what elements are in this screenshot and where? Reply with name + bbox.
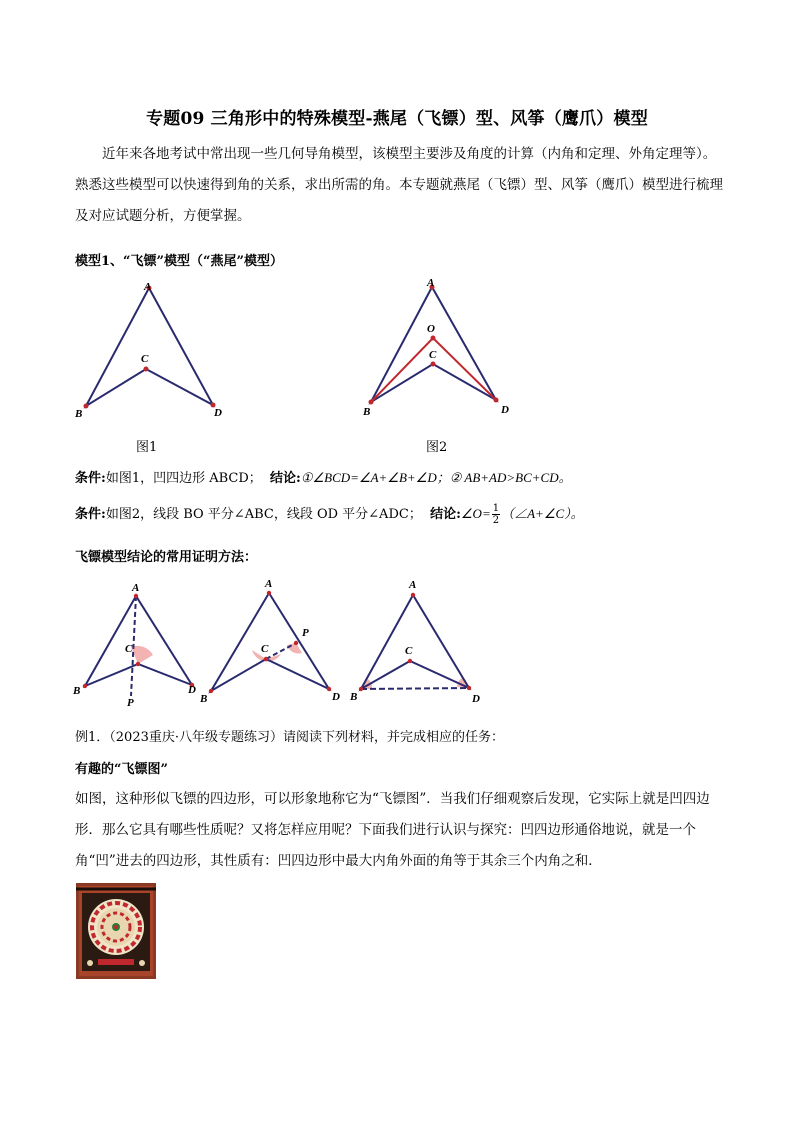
label-a: A — [409, 579, 417, 591]
label-a: A — [132, 582, 140, 594]
condition-2 — [75, 503, 584, 526]
point-c — [431, 362, 436, 367]
label-d: D — [472, 693, 480, 705]
label-a: A — [427, 277, 435, 289]
point-b — [84, 404, 89, 409]
figure-1-diagram — [70, 276, 240, 421]
connecting-line — [361, 688, 469, 689]
label-b: B — [200, 693, 208, 705]
model1-heading: 模型1、“飞镖”模型（“燕尾”模型） — [75, 254, 283, 269]
label-b: B — [350, 691, 358, 703]
conclusion-pre: ∠O= — [460, 506, 491, 521]
label-d: D — [188, 684, 196, 696]
condition-text: 如图2，线段 BO 平分∠ABC，线段 OD 平分∠ADC； — [105, 507, 422, 522]
point-b — [369, 400, 374, 405]
dartboard-image — [76, 883, 156, 979]
fraction-half — [492, 503, 500, 526]
label-p: P — [302, 627, 309, 639]
example-1-subtitle: 有趣的“飞镖图” — [75, 762, 168, 777]
label-p: P — [127, 697, 134, 708]
dart-quadrilateral — [361, 595, 469, 689]
conclusion-label: 结论: — [270, 471, 301, 486]
label-b: B — [73, 685, 81, 697]
condition-text: 如图1，凹四边形 ABCD； — [105, 471, 262, 486]
label-a: A — [265, 578, 273, 590]
label-c: C — [405, 645, 413, 657]
point-c — [136, 662, 140, 666]
point-d — [494, 398, 499, 403]
point-c — [144, 367, 149, 372]
example-1-body: 如图，这种形似飞镖的四边形，可以形象地称它为“飞镖图”．当我们仔细观察后发现，它实际上就是凹四边形．那么它具有哪些性质呢？又将怎样应用呢？下面我们进行认识与探究：凹四边形通俗地说，就是一个角“凹”进去的四边形，其性质有：凹四边形中最大内角外面的角等于其余三个内角之和． — [75, 791, 710, 869]
figure-2-diagram — [355, 276, 520, 426]
intro-paragraph: 近年来各地考试中常出现一些几何导角模型，该模型主要涉及角度的计算（内角和定理、外角定理等）。熟悉这些模型可以快速得到角的关系，求出所需的角。本专题就燕尾（飞镖）型、风筝（鹰爪）模型进行梳理及对应试题分析，方便掌握。 — [75, 146, 723, 224]
point-d — [467, 686, 471, 690]
fraction-denominator: 2 — [492, 515, 500, 526]
point-c — [264, 657, 268, 661]
dart-quadrilateral — [86, 288, 213, 406]
proof-figure-2 — [196, 574, 346, 708]
point-d — [327, 687, 331, 691]
conclusion-label: 结论: — [430, 507, 461, 522]
dart-quadrilateral — [371, 287, 496, 402]
point-o — [431, 336, 436, 341]
fraction-numerator: 1 — [492, 503, 500, 514]
dartboard-bullseye — [114, 925, 118, 929]
label-c: C — [261, 643, 269, 655]
proof-figure-1 — [68, 578, 208, 708]
label-d: D — [501, 404, 509, 416]
label-a: A — [144, 281, 152, 293]
label-c: C — [141, 353, 149, 365]
condition-label: 条件: — [75, 507, 106, 522]
bisector-lines — [371, 338, 496, 402]
point-b — [83, 684, 87, 688]
point-b — [359, 687, 363, 691]
figure-1-caption: 图1 — [136, 440, 158, 455]
conclusion-post: （∠A+∠C）。 — [501, 506, 584, 521]
proof-methods-heading: 飞镖模型结论的常用证明方法： — [75, 550, 258, 565]
dart-holder — [98, 959, 134, 965]
label-d: D — [214, 407, 222, 419]
condition-1 — [75, 467, 572, 486]
conclusion-text: ①∠BCD=∠A+∠B+∠D；② AB+AD>BC+CD。 — [300, 470, 572, 485]
label-b: B — [75, 408, 83, 420]
point-c — [408, 659, 412, 663]
label-c: C — [429, 349, 437, 361]
dart-quadrilateral — [211, 593, 329, 691]
label-c: C — [125, 643, 133, 655]
point-b — [209, 689, 213, 693]
point-p — [294, 641, 298, 645]
figure-2-caption: 图2 — [426, 440, 448, 455]
point-a — [267, 591, 271, 595]
label-d: D — [332, 691, 340, 703]
page-title: 专题09 三角形中的特殊模型-燕尾（飞镖）型、风筝（鹰爪）模型 — [146, 109, 648, 129]
cabinet-ornament — [139, 960, 145, 966]
point-a — [134, 594, 138, 598]
label-b: B — [363, 406, 371, 418]
condition-label: 条件: — [75, 471, 106, 486]
example-1-text: 例1．（2023重庆·八年级专题练习）请阅读下列材料，并完成相应的任务： — [75, 730, 504, 745]
proof-figure-3 — [347, 574, 492, 708]
point-a — [411, 593, 415, 597]
cabinet-ornament — [87, 960, 93, 966]
label-o: O — [427, 323, 435, 335]
dart-quadrilateral — [85, 596, 192, 686]
